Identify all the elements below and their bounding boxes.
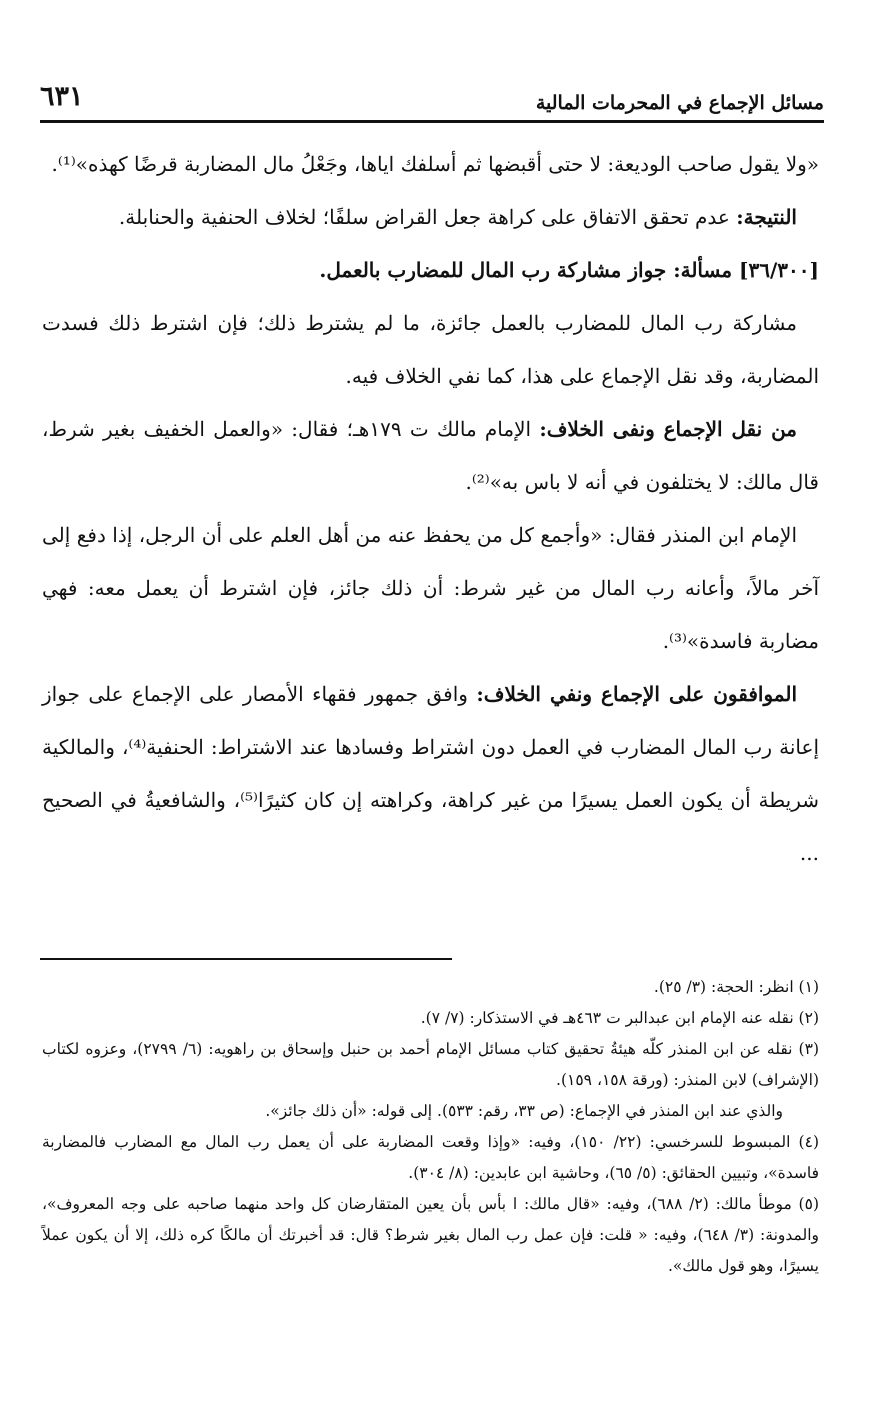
footnote-1: (١) انظر: الحجة: (٣/ ٢٥). [653,978,819,996]
footnote-rule [40,958,452,960]
main-text [42,138,819,880]
agreeing-label: الموافقون على الإجماع ونفي الخلاف: [476,682,797,706]
footnote-3: (٣) نقله عن ابن المنذر كلّه هيئةُ تحقيق كتاب مسائل الإمام أحمد بن حنبل وإسحاق بن راهويه: (٦/ ٢٧٩٩)، وعزوه لكتاب (الإشراف) لابن المنذر: (ورقة ١٥٨، ١٥٩). [42,1040,819,1089]
agreeing-paragraph [42,668,819,880]
page-number: ٦٣١ [40,81,84,112]
consensus-text: الإمام مالك ت ١٧٩هـ؛ فقال: «والعمل الخفيف بغير شرط، قال مالك: لا يختلفون في أنه لا باس به»⁽²⁾. [42,417,819,494]
footnotes [42,972,819,1282]
footnote-2: (٢) نقله عنه الإمام ابن عبدالبر ت ٤٦٣هـ في الاستذكار: (٧/ ٧). [420,1009,819,1027]
consensus-paragraph [42,403,819,509]
header-rule [40,120,824,123]
ibn-almundhir-paragraph: الإمام ابن المنذر فقال: «وأجمع كل من يحفظ عنه من أهل العلم على أن الرجل، إذا دفع إلى آخر مالاً، وأعانه رب المال من غير شرط: أن ذلك جائز، فإن اشترط أن يعمل معه: فهي مضاربة فاسدة»⁽³⁾. [42,523,819,653]
agreeing-text: وافق جمهور فقهاء الأمصار على الإجماع على جواز إعانة رب المال المضارب في العمل دون اشتراط وفسادها عند الاشتراط: الحنفية⁽⁴⁾، والمالكية شريطة أن يكون العمل يسيرًا من غير كراهة، وكراهته إن كان كثيرًا⁽⁵⁾، والشافعيةُ في الصحيح ... [42,682,819,865]
result-label: النتيجة: [736,205,797,229]
result-paragraph [42,191,819,244]
quote-paragraph: «ولا يقول صاحب الوديعة: لا حتى أقبضها ثم أسلفك اياها، وجَعْلُ مال المضاربة قرضًا كهذه»⁽¹⁾. [51,152,819,176]
footnote-3-continuation: والذي عند ابن المنذر في الإجماع: (ص ٣٣، رقم: ٥٣٣). إلى قوله: «أن ذلك جائز». [265,1102,783,1120]
footnote-4: (٤) المبسوط للسرخسي: (٢٢/ ١٥٠)، وفيه: «وإذا وقعت المضاربة على أن يعمل رب المال مع المضارب فالمضاربة فاسدة»، وتبيين الحقائق: (٥/ ٦٥)، وحاشية ابن عابدين: (٨/ ٣٠٤). [42,1133,819,1182]
issue-heading: [٣٦/٣٠٠] مسألة: جواز مشاركة رب المال للمضارب بالعمل. [319,258,819,282]
page-header [40,68,824,118]
consensus-label: من نقل الإجماع ونفى الخلاف: [539,417,798,441]
running-title: مسائل الإجماع في المحرمات المالية [535,92,824,114]
issue-intro-paragraph: مشاركة رب المال للمضارب بالعمل جائزة، ما لم يشترط ذلك؛ فإن اشترط ذلك فسدت المضاربة، وقد نقل الإجماع على هذا، كما نفي الخلاف فيه. [42,311,819,388]
footnote-5: (٥) موطأ مالك: (٢/ ٦٨٨)، وفيه: «قال مالك: ا بأس بأن يعين المتقارضان كل واحد منهما صاحبه على وجه المعروف»، والمدونة: (٣/ ٦٤٨)، وفيه: « قلت: فإن عمل رب المال بغير شرط؟ قال: قد أخبرتك أن مالكًا كره ذلك، إلا أن يكون عملاً يسيرًا، وهو قول مالك». [42,1195,819,1275]
result-text: عدم تحقق الاتفاق على كراهة جعل القراض سلفًا؛ لخلاف الحنفية والحنابلة. [118,205,730,229]
